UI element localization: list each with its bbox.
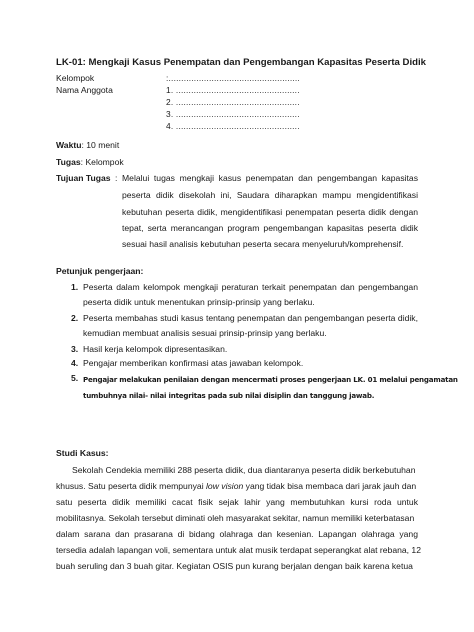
anggota-fill-line-2: 2. ................................................. bbox=[166, 97, 300, 107]
petunjuk-number-2: 2. bbox=[71, 313, 79, 323]
studi-kasus-line-6: tersedia adalah lapangan voli, sementara untuk alat musik terdapat seperangkat alat rebana, 12 bbox=[56, 545, 421, 555]
studi-kasus-line-5: dalam sarana dan prasarana di bidang olahraga dan kesenian. Lapangan olahraga yang bbox=[56, 529, 418, 539]
studi-kasus-line-2-start: khusus. Satu peserta didik mempunyai bbox=[56, 481, 206, 491]
tujuan-label: Tujuan Tugas bbox=[56, 173, 111, 183]
petunjuk-item-1-line-2: peserta didik untuk menentukan prinsip-prinsip yang berlaku. bbox=[83, 297, 315, 307]
studi-kasus-line-3: satu peserta didik memiliki cacat fisik sejak lahir yang membutuhkan kursi roda untuk bbox=[56, 497, 418, 507]
tugas-value: : Kelompok bbox=[80, 157, 124, 167]
petunjuk-item-5-line-2: tumbuhnya nilai- nilai integritas pada sub nilai disiplin dan tanggung jawab. bbox=[83, 391, 375, 400]
tujuan-line-1: Melalui tugas mengkaji kasus penempatan dan pengembangan kapasitas bbox=[122, 173, 418, 183]
kelompok-fill-line: :.................................................... bbox=[166, 73, 300, 83]
petunjuk-item-2-line-1: Peserta membahas studi kasus tentang penempatan dan pengembangan peserta didik, bbox=[83, 313, 418, 323]
studi-kasus-line-2 bbox=[56, 481, 416, 492]
anggota-fill-line-3: 3. ................................................. bbox=[166, 109, 300, 119]
tugas-label: Tugas bbox=[56, 157, 81, 167]
tujuan-line-2: peserta didik disekolah ini, Saudara diharapkan mampu mengidentifikasi bbox=[122, 190, 418, 200]
studi-kasus-line-7: buah seruling dan 3 buah gitar. Kegiatan OSIS pun kurang berjalan dengan baik karena ketua bbox=[56, 561, 413, 571]
waktu-label: Waktu bbox=[56, 140, 82, 150]
petunjuk-number-5: 5. bbox=[71, 373, 79, 383]
petunjuk-item-1-line-1: Peserta dalam kelompok mengkaji peraturan terkait penempatan dan pengembangan bbox=[83, 282, 418, 292]
anggota-label: Nama Anggota bbox=[56, 85, 113, 95]
petunjuk-heading: Petunjuk pengerjaan: bbox=[56, 266, 144, 276]
document-title: LK-01: Mengkaji Kasus Penempatan dan Pengembangan Kapasitas Peserta Didik bbox=[56, 57, 427, 68]
tugas-row bbox=[56, 157, 124, 168]
studi-kasus-line-2-end: yang tidak bisa membaca dari jarak jauh dan bbox=[243, 481, 417, 491]
petunjuk-item-4-line-1: Pengajar memberikan konfirmasi atas jawaban kelompok. bbox=[83, 358, 304, 368]
tujuan-colon: : bbox=[115, 173, 118, 183]
waktu-value: : 10 menit bbox=[81, 140, 120, 150]
tujuan-line-5: sesuai hasil analisis kebutuhan peserta secara menyeluruh/komprehensif. bbox=[122, 239, 404, 249]
waktu-row bbox=[56, 140, 119, 151]
studi-kasus-heading: Studi Kasus: bbox=[56, 448, 109, 458]
petunjuk-number-4: 4. bbox=[71, 358, 79, 368]
tujuan-line-3: kebutuhan peserta didik, mengidentifikasi penempatan peserta didik dengan bbox=[122, 207, 418, 217]
petunjuk-item-3-line-1: Hasil kerja kelompok dipresentasikan. bbox=[83, 344, 228, 354]
tujuan-line-4: tepat, serta merancangan program pengembangan kapasitas peserta didik bbox=[122, 223, 418, 233]
petunjuk-item-5-line-1: Pengajar melakukan penilaian dengan mencermati proses pengerjaan LK. 01 melalui pengamatan bbox=[83, 375, 458, 384]
studi-kasus-line-1: Sekolah Cendekia memiliki 288 peserta didik, dua diantaranya peserta didik berkebutuhan bbox=[72, 465, 416, 475]
anggota-fill-line-4: 4. ................................................. bbox=[166, 121, 300, 131]
kelompok-label: Kelompok bbox=[56, 73, 95, 83]
studi-kasus-line-4: mobilitasnya. Sekolah tersebut diminati oleh masyarakat sekitar, namun memiliki keterbatasan bbox=[56, 513, 415, 523]
petunjuk-number-1: 1. bbox=[71, 282, 79, 292]
low-vision-term: low vision bbox=[206, 481, 244, 491]
petunjuk-item-2-line-2: kemudian membuat analisis sesuai prinsip-prinsip yang berlaku. bbox=[83, 328, 327, 338]
petunjuk-number-3: 3. bbox=[71, 344, 79, 354]
anggota-fill-line-1: 1. ................................................. bbox=[166, 85, 300, 95]
